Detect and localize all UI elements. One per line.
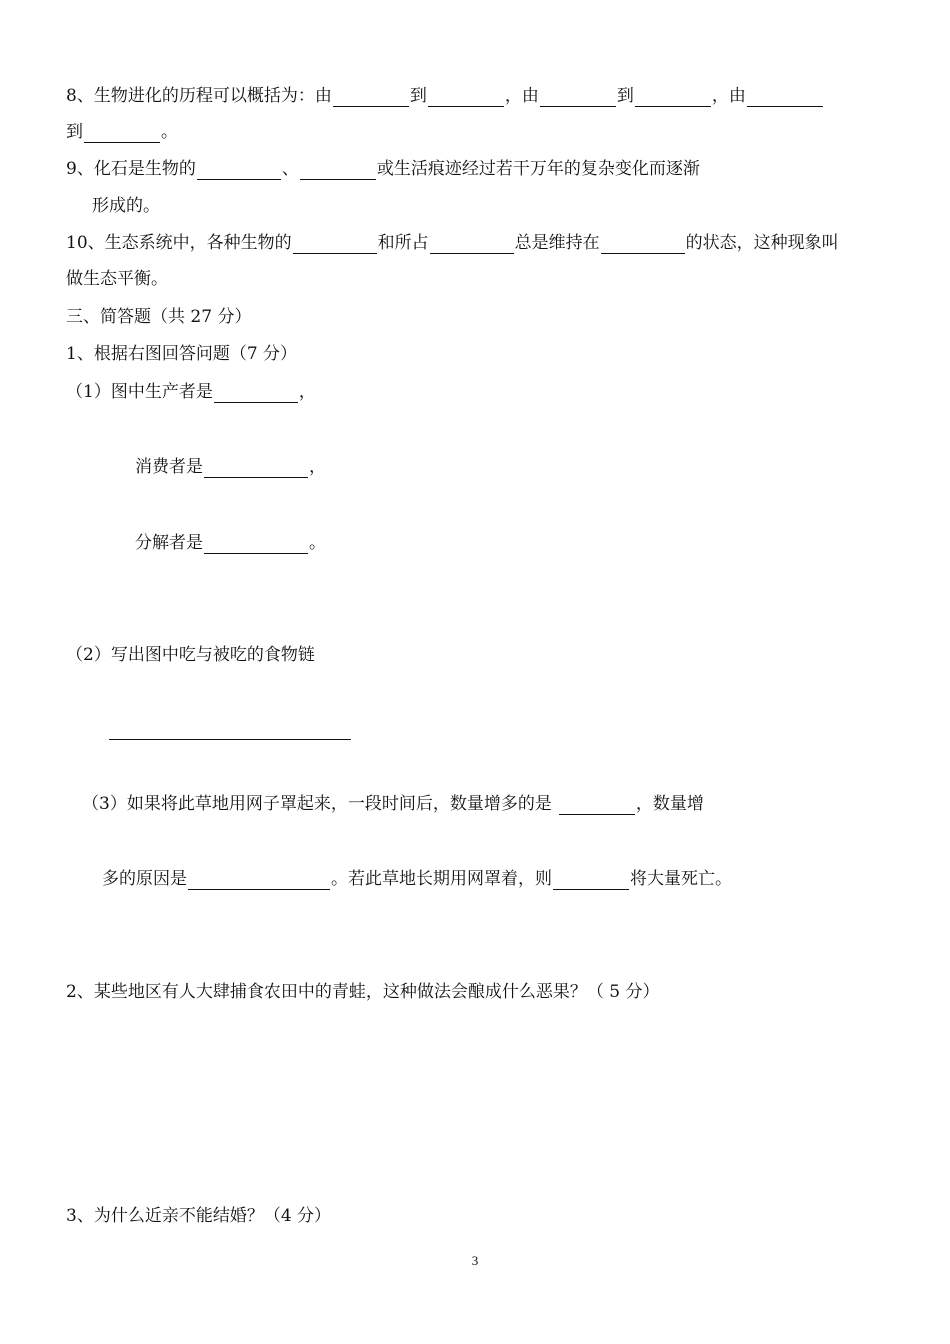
short-question-1-consumer: 消费者是 ， — [135, 457, 326, 477]
answer-blank[interactable] — [333, 88, 409, 107]
short-question-3: 3、为什么近亲不能结婚？（4 分） — [66, 1206, 332, 1226]
answer-blank[interactable] — [204, 535, 308, 554]
answer-blank[interactable] — [635, 88, 711, 107]
answer-blank[interactable] — [293, 235, 377, 254]
answer-blank[interactable] — [188, 871, 330, 890]
short-question-1-decomposer: 分解者是 。 — [135, 533, 326, 553]
short-question-1-part2: （2）写出图中吃与被吃的食物链 — [66, 645, 315, 665]
question-10-line1: 10、生态系统中，各种生物的 和所占 总是维持在 的状态，这种现象叫 — [66, 233, 839, 253]
question-9-line1: 9、化石是生物的 、 或生活痕迹经过若干万年的复杂变化而逐渐 — [66, 159, 700, 179]
question-9-line2: 形成的。 — [92, 196, 160, 216]
short-question-1-part3-line1: （3）如果将此草地用网子罩起来，一段时间后，数量增多的是 ，数量增 — [82, 794, 704, 814]
answer-blank[interactable] — [197, 161, 281, 180]
answer-blank[interactable] — [428, 88, 504, 107]
short-question-1-part1: （1）图中生产者是 ， — [66, 382, 316, 402]
food-chain-answer-line[interactable] — [109, 739, 351, 740]
answer-blank[interactable] — [747, 88, 823, 107]
short-question-1-part3-line2: 多的原因是 。若此草地长期用网罩着，则 将大量死亡。 — [102, 869, 732, 889]
answer-blank[interactable] — [553, 871, 629, 890]
answer-blank[interactable] — [214, 384, 298, 403]
answer-blank[interactable] — [559, 796, 635, 815]
answer-blank[interactable] — [430, 235, 514, 254]
short-question-1-title: 1、根据右图回答问题（7 分） — [66, 344, 298, 364]
answer-blank[interactable] — [84, 124, 160, 143]
answer-blank[interactable] — [601, 235, 685, 254]
answer-blank[interactable] — [204, 459, 308, 478]
question-8-line2: 到 。 — [66, 122, 178, 142]
short-question-2: 2、某些地区有人大肆捕食农田中的青蛙，这种做法会酿成什么恶果？（ 5 分） — [66, 982, 660, 1002]
question-8-line1: 8、生物进化的历程可以概括为：由 到 ，由 到 ，由 — [66, 85, 824, 107]
answer-blank[interactable] — [540, 88, 616, 107]
answer-blank[interactable] — [300, 161, 376, 180]
section-3-title: 三、简答题（共 27 分） — [66, 307, 252, 327]
question-10-line2: 做生态平衡。 — [66, 269, 168, 289]
page-number: 3 — [471, 1253, 479, 1268]
